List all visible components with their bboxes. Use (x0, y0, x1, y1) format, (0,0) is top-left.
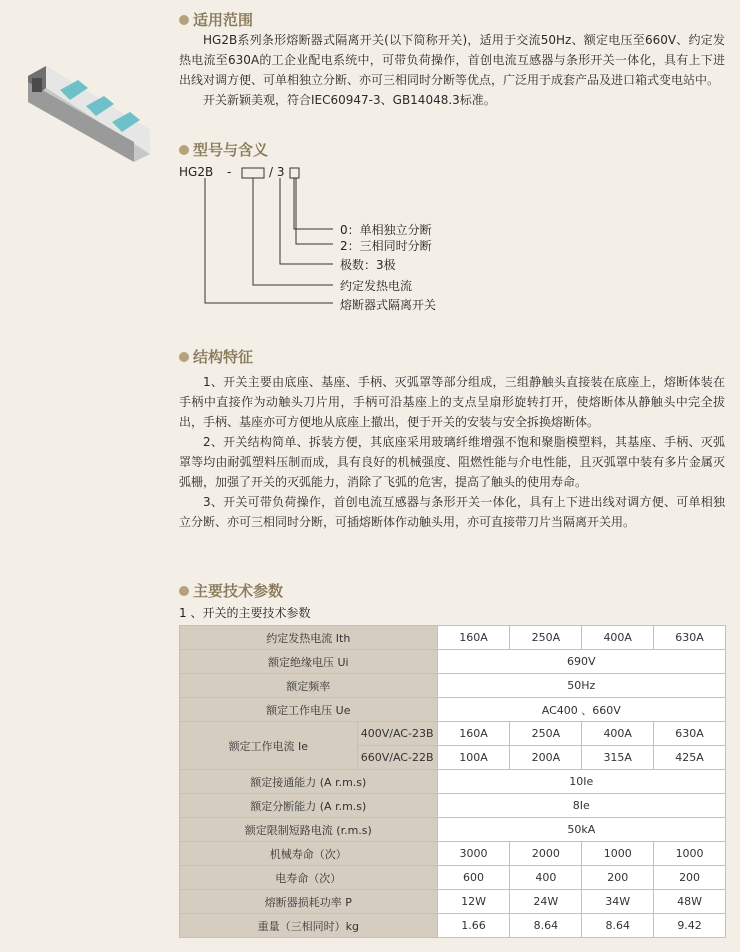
specs-subtitle: 1 、开关的主要技术参数 (179, 606, 311, 620)
row-label-electrical-life: 电寿命（次） (180, 866, 438, 890)
model-code-slash: / 3 (269, 165, 285, 179)
section-title-model: 型号与含义 (179, 139, 268, 160)
model-code-dash: - (227, 165, 232, 179)
model-label-single-break: 0：单相独立分断 (340, 223, 432, 237)
structure-paragraph-3: 3、开关可带负荷操作，首创电流互感器与条形开关一体化，具有上下进出线对调方便、可单相独立分断、亦可三相同时分断，可插熔断体作动触头用，亦可直接带刀片当隔离开关用。 (179, 495, 725, 529)
model-label-three-break: 2：三相同时分断 (340, 239, 432, 253)
table-row: 额定限制短路电流 (r.m.s) 50kA (180, 818, 726, 842)
row-label-power-loss: 熔断器损耗功率 P (180, 890, 438, 914)
section-title-application: 适用范围 (179, 9, 253, 30)
row-label-mechanical-life: 机械寿命（次） (180, 842, 438, 866)
specs-table (179, 625, 726, 938)
bullet-icon (179, 352, 189, 362)
application-paragraph-1: HG2B系列条形熔断器式隔离开关(以下简称开关)，适用于交流50Hz、额定电压至660V、约定发热电流至630A的工企业配电系统中，可带负荷操作，首创电流互感器与条形开关一体化，具有上下进出线对调方便、可单相独立分断、亦可三相同时分断等优点，广泛用于成套产品及进口箱式变电站中。 (179, 33, 725, 87)
table-row: 机械寿命（次） 3000 2000 1000 1000 (180, 842, 726, 866)
structure-paragraph-1: 1、开关主要由底座、基座、手柄、灭弧罩等部分组成，三组静触头直接装在底座上，熔断体装在手柄中直接作为动触头刀片用，手柄可沿基座上的支点呈扇形旋转打开，使熔断体从静触头中完全拔出，手柄、基座亦可方便地从底座上撤出，便于开关的安装与安全拆换熔断体。 (179, 375, 725, 429)
table-row: 熔断器损耗功率 P 12W 24W 34W 48W (180, 890, 726, 914)
table-row: 额定工作电流 Ie 400V/AC-23B 160A 250A 400A 630A (180, 722, 726, 746)
bullet-icon (179, 586, 189, 596)
table-row: 额定接通能力 (A r.m.s) 10Ie (180, 770, 726, 794)
row-label-ith: 约定发热电流 Ith (180, 626, 438, 650)
model-label-current: 约定发热电流 (340, 279, 413, 293)
model-label-switch: 熔断器式隔离开关 (340, 298, 437, 312)
model-label-poles: 极数：3极 (340, 258, 396, 272)
structure-text (179, 372, 725, 532)
section-title-specs: 主要技术参数 (179, 580, 283, 601)
row-label-ue: 额定工作电压 Ue (180, 698, 438, 722)
table-row: 电寿命（次） 600 400 200 200 (180, 866, 726, 890)
structure-paragraph-2: 2、开关结构简单、拆装方便，其底座采用玻璃纤维增强不饱和聚脂模塑料，其基座、手柄、灭弧罩等均由耐弧塑料压制而成，具有良好的机械强度、阻燃性能与介电性能，且灭弧罩中装有多片金属灭弧栅，加强了开关的灭弧能力，消除了飞弧的危害，提高了触头的使用寿命。 (179, 435, 725, 489)
row-label-making: 额定接通能力 (A r.m.s) (180, 770, 438, 794)
row-label-ui: 额定绝缘电压 Ui (180, 650, 438, 674)
model-code-prefix: HG2B (179, 165, 214, 179)
application-paragraph-2: 开关新颖美观，符合IEC60947-3、GB14048.3标准。 (203, 93, 496, 107)
table-row: 额定工作电压 Ue AC400 、660V (180, 698, 726, 722)
row-label-breaking: 额定分断能力 (A r.m.s) (180, 794, 438, 818)
section-title-structure: 结构特征 (179, 346, 253, 367)
table-row: 额定绝缘电压 Ui 690V (180, 650, 726, 674)
row-label-ie: 额定工作电流 Ie (180, 722, 358, 770)
row-label-frequency: 额定频率 (180, 674, 438, 698)
table-row: 额定分断能力 (A r.m.s) 8Ie (180, 794, 726, 818)
table-row: 额定频率 50Hz (180, 674, 726, 698)
table-row: 重量（三相同时）kg 1.66 8.64 8.64 9.42 (180, 914, 726, 938)
row-label-short-circuit: 额定限制短路电流 (r.m.s) (180, 818, 438, 842)
row-label-weight: 重量（三相同时）kg (180, 914, 438, 938)
table-row: 660V/AC-22B 100A 200A 315A 425A (180, 746, 726, 770)
table-row: 约定发热电流 Ith 160A 250A 400A 630A (180, 626, 726, 650)
